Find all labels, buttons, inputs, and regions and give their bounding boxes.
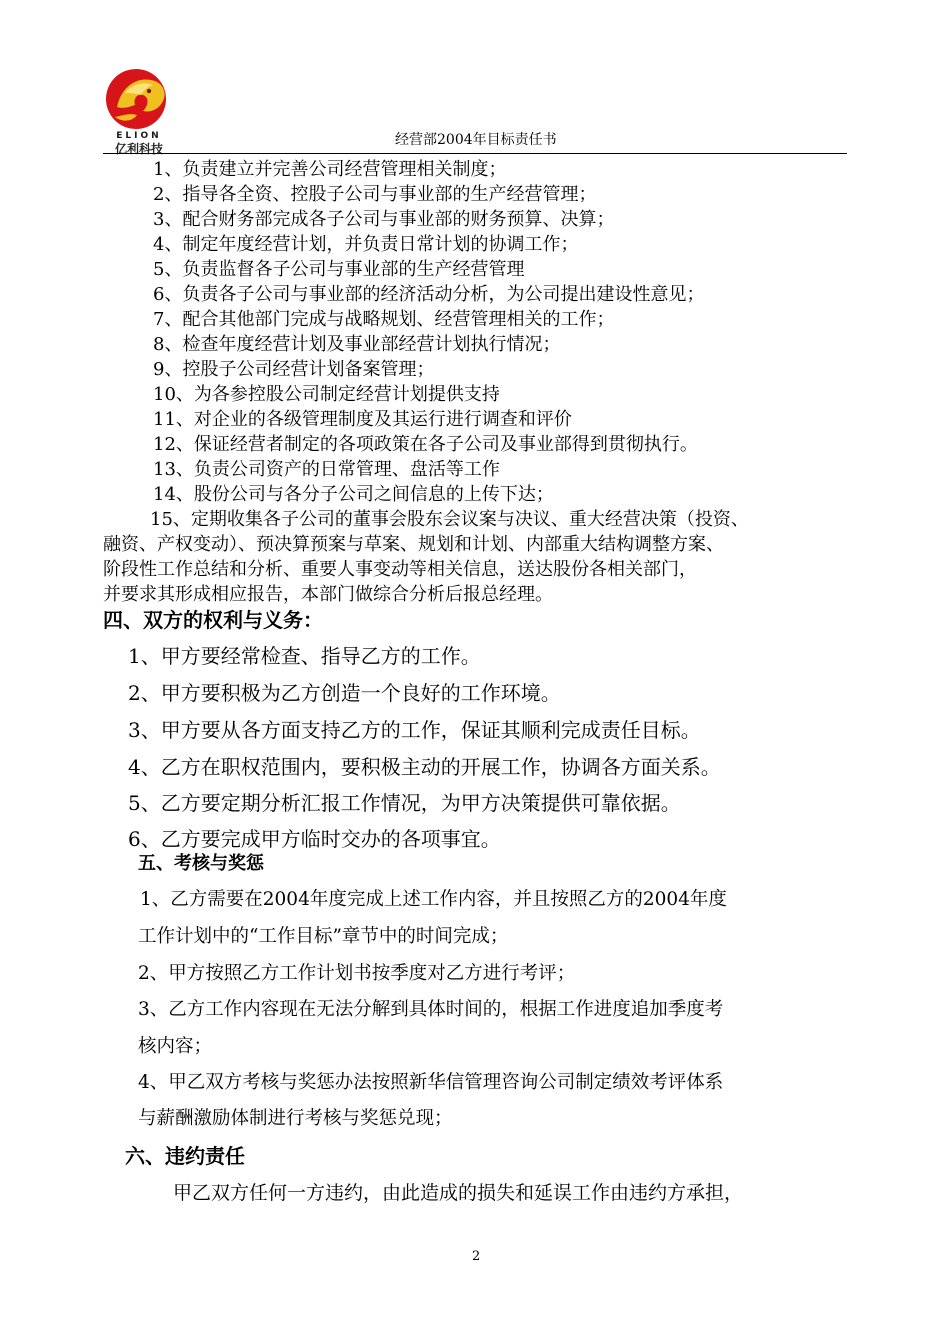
duty-item: 3、配合财务部完成各子公司与事业部的财务预算、决算； (153, 209, 615, 230)
duty-item: 5、负责监督各子公司与事业部的生产经营管理 (153, 259, 525, 280)
obligation-item: 4、乙方在职权范围内，要积极主动的开展工作，协调各方面关系。 (128, 755, 721, 779)
assessment-line: 4、甲乙双方考核与奖惩办法按照新华信管理咨询公司制定绩效考评体系 (138, 1072, 724, 1093)
duty-item: 7、配合其他部门完成与战略规划、经营管理相关的工作； (153, 309, 615, 330)
duty-item-15-line: 并要求其形成相应报告，本部门做综合分析后报总经理。 (103, 584, 553, 605)
duty-item: 9、控股子公司经营计划备案管理； (153, 359, 435, 380)
assessment-line: 工作计划中的“工作目标”章节中的时间完成； (138, 926, 509, 947)
duty-item: 11、对企业的各级管理制度及其运行进行调查和评价 (153, 409, 572, 430)
logo-text (103, 132, 175, 155)
section-heading-rights-obligations: 四、双方的权利与义务： (103, 608, 323, 632)
header-divider (103, 153, 847, 154)
lion-logo-icon (103, 63, 173, 133)
obligation-item: 1、甲方要经常检查、指导乙方的工作。 (128, 644, 481, 668)
assessment-line: 1、乙方需要在2004年度完成上述工作内容，并且按照乙方的2004年度 (140, 889, 727, 910)
section-heading-assessment: 五、考核与奖惩 (138, 853, 264, 874)
section-heading-breach-liability: 六、违约责任 (125, 1144, 245, 1168)
duty-item: 8、检查年度经营计划及事业部经营计划执行情况； (153, 334, 561, 355)
assessment-line: 3、乙方工作内容现在无法分解到具体时间的，根据工作进度追加季度考 (138, 999, 724, 1020)
duty-item-15-line: 15、定期收集各子公司的董事会股东会议案与决议、重大经营决策（投资、 (150, 509, 749, 530)
duty-item: 1、负责建立并完善公司经营管理相关制度； (153, 159, 507, 180)
logo-chinese-name: 亿利科技 (114, 142, 163, 156)
obligation-item: 6、乙方要完成甲方临时交办的各项事宜。 (128, 827, 501, 851)
document-header-title: 经营部2004年目标责任书 (395, 132, 557, 148)
duty-item: 6、负责各子公司与事业部的经济活动分析，为公司提出建设性意见； (153, 284, 705, 305)
obligation-item: 3、甲方要从各方面支持乙方的工作，保证其顺利完成责任目标。 (128, 718, 701, 742)
duty-item: 14、股份公司与各分子公司之间信息的上传下达； (153, 484, 554, 505)
assessment-line: 与薪酬激励体制进行考核与奖惩兑现； (138, 1108, 453, 1129)
duty-item: 4、制定年度经营计划，并负责日常计划的协调工作； (153, 234, 579, 255)
obligation-item: 5、乙方要定期分析汇报工作情况，为甲方决策提供可靠依据。 (128, 791, 681, 815)
page-number: 2 (472, 1249, 481, 1264)
obligation-item: 2、甲方要积极为乙方创造一个良好的工作环境。 (128, 681, 561, 705)
assessment-line: 2、甲方按照乙方工作计划书按季度对乙方进行考评； (138, 963, 576, 984)
logo-english-name: ELION (116, 131, 162, 141)
duty-item: 10、为各参控股公司制定经营计划提供支持 (153, 384, 500, 405)
breach-liability-text: 甲乙双方任何一方违约，由此造成的损失和延误工作由违约方承担， (173, 1182, 744, 1204)
duty-item-15-line: 融资、产权变动）、预决算预案与草案、规划和计划、内部重大结构调整方案、 (103, 534, 724, 555)
duty-item: 13、负责公司资产的日常管理、盘活等工作 (153, 459, 500, 480)
assessment-line: 核内容； (138, 1036, 213, 1057)
duty-item: 12、保证经营者制定的各项政策在各子公司及事业部得到贯彻执行。 (153, 434, 698, 455)
duty-item: 2、指导各全资、控股子公司与事业部的生产经营管理； (153, 184, 597, 205)
duty-item-15-line: 阶段性工作总结和分析、重要人事变动等相关信息，送达股份各相关部门， (103, 559, 697, 580)
